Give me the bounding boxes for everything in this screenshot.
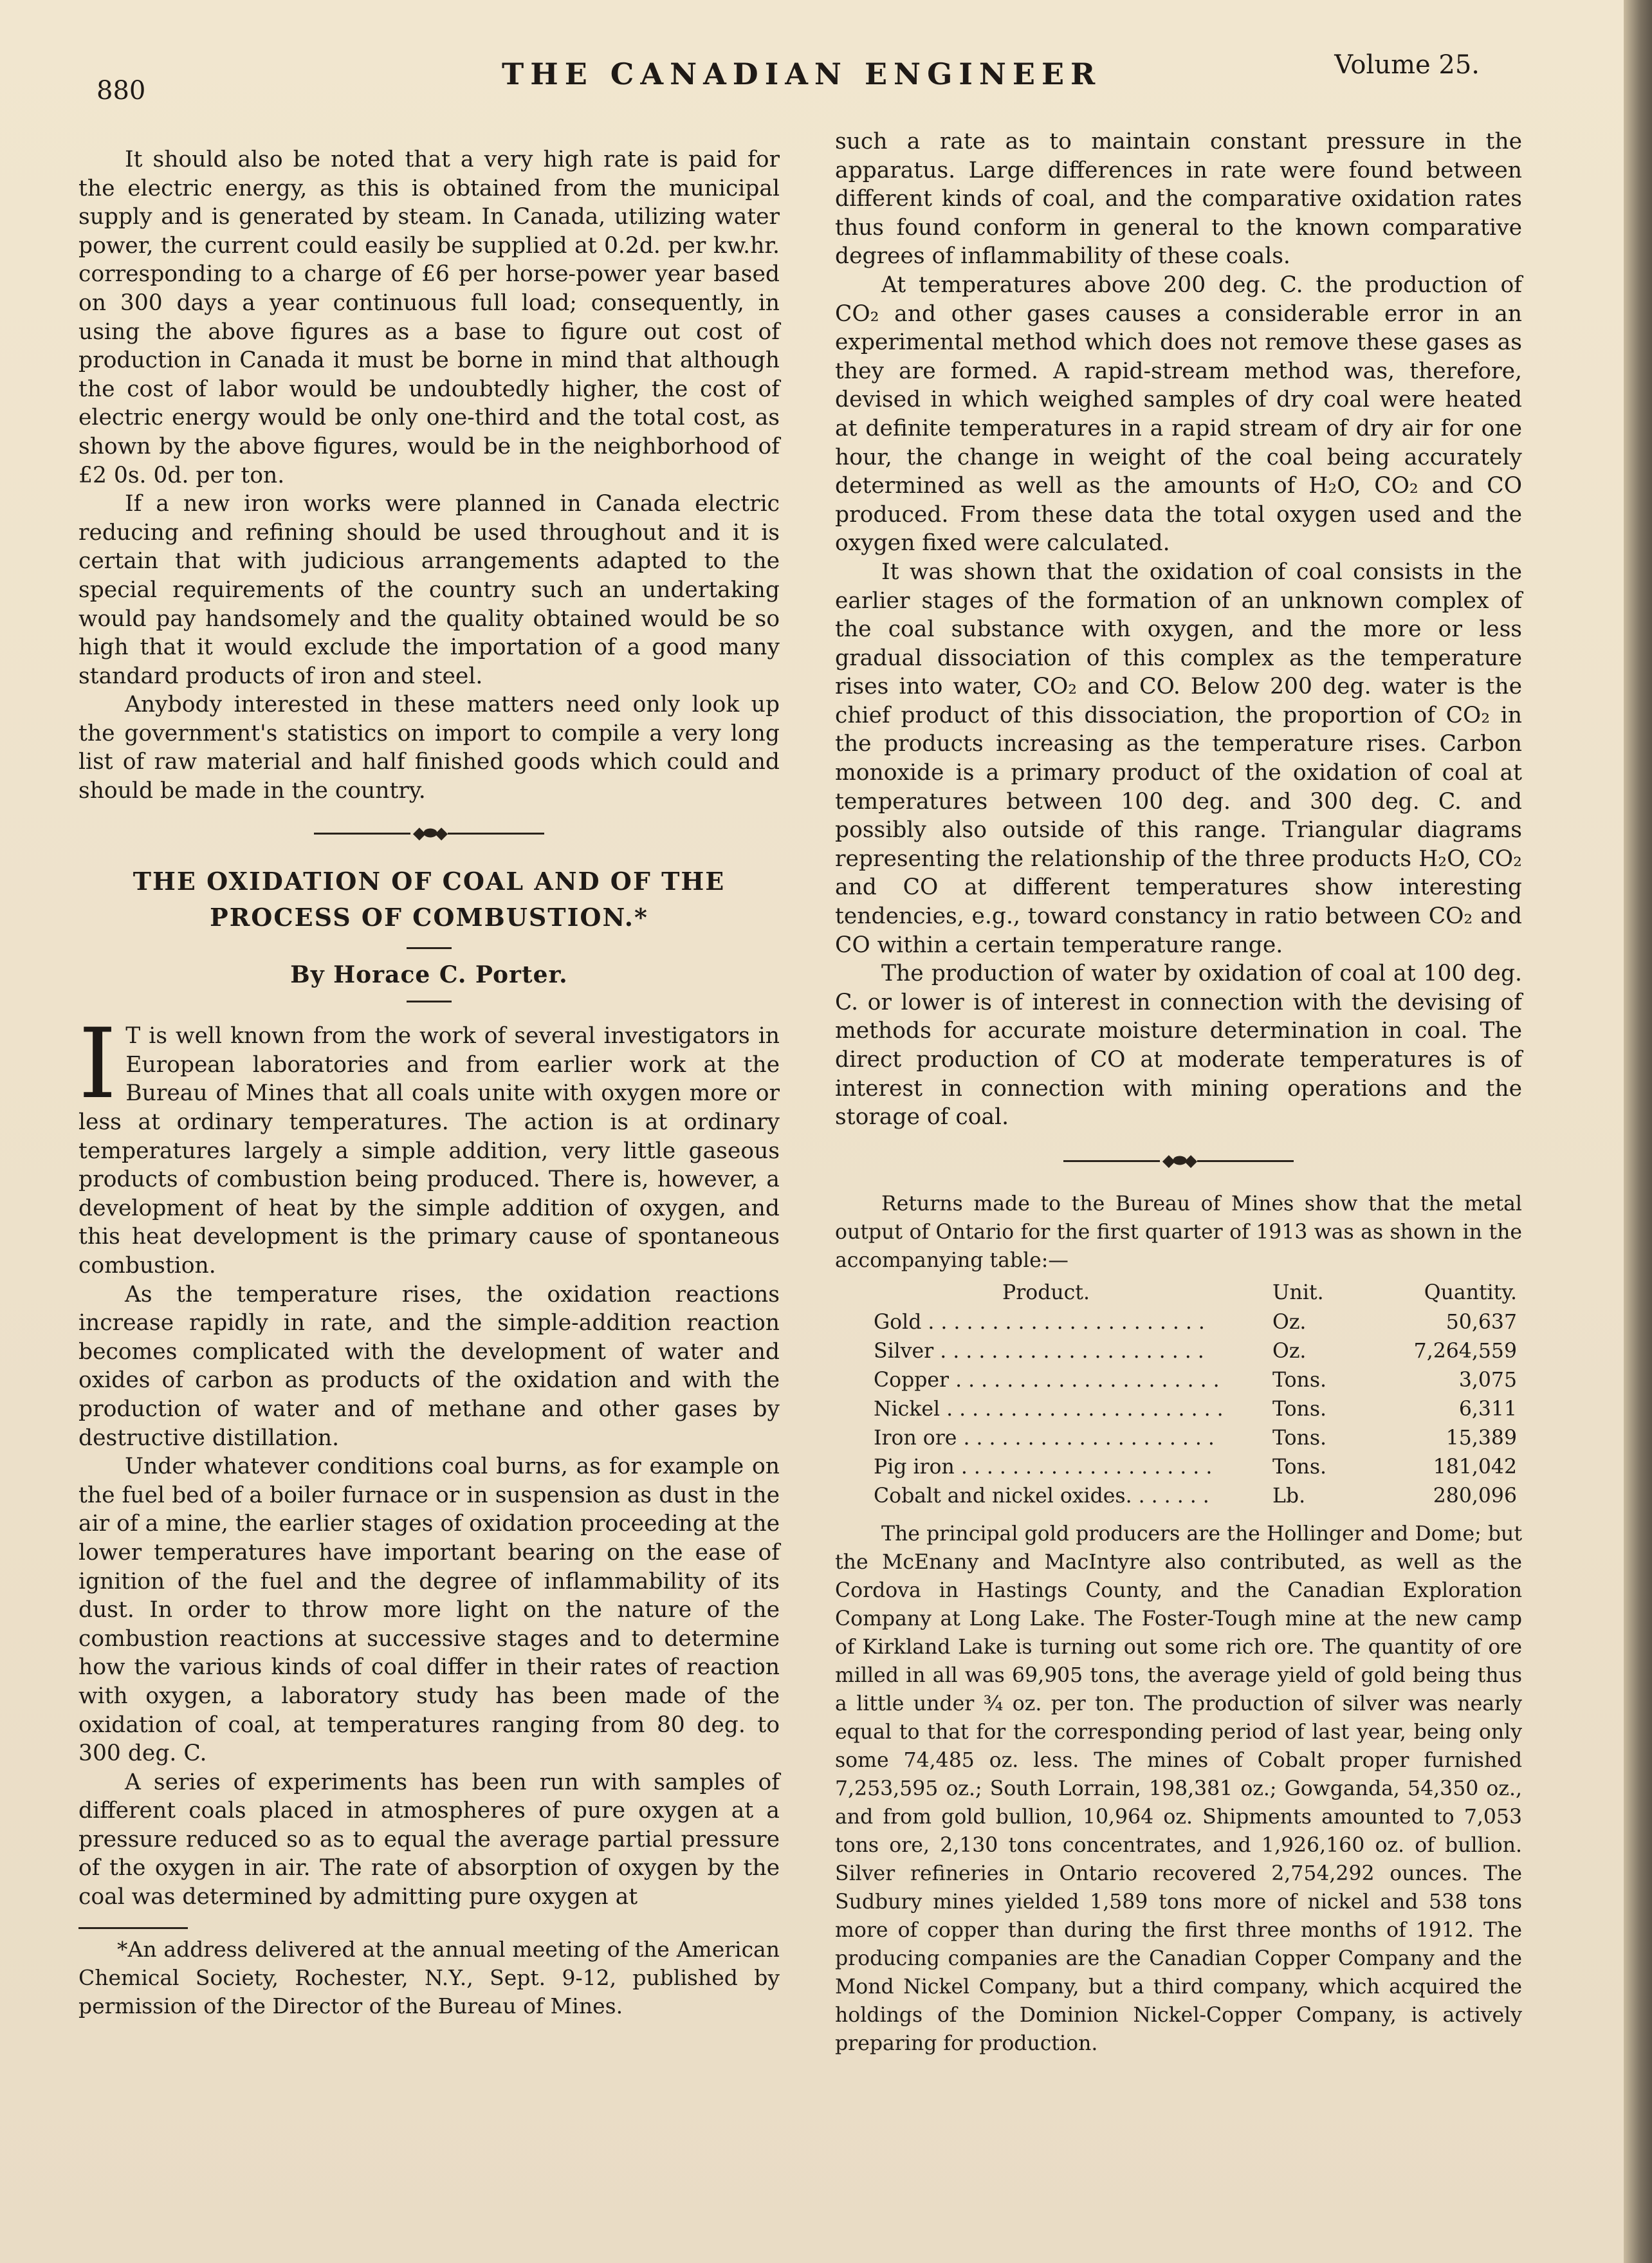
quantity-cell: 181,042 [1433, 1455, 1517, 1479]
product-cell: Copper . . . . . . . . . . . . . . . . . . . . . [874, 1369, 1220, 1392]
quantity-cell: 50,637 [1446, 1311, 1517, 1335]
ornament-rule [314, 833, 410, 835]
article-title: THE OXIDATION OF COAL AND OF THE PROCESS OF COMBUSTION.* [133, 866, 726, 932]
paragraph: Under whatever conditions coal burns, as for example on the fuel bed of a boiler furnace or in suspension as dust in the air of a mine, the earlier stages of oxidation proceeding at the lower temperatures have important bearing on the ease of ignition of the fuel and the degree of inflammability of its dust. In order to throw more light on the nature of the combustion reactions at successive stages and to determine how the various kinds of coal differ in their rates of reaction with oxygen, a laboratory study has been made of the oxidation of coal, at temperatures ranging from 80 deg. to 300 deg. C. [78, 1454, 780, 1767]
ornament-rule [1063, 1160, 1160, 1162]
byline-rule [407, 1001, 452, 1002]
paragraph: It should also be noted that a very high rate is paid for the electric energy, as this is obtained from the municipal supply and is generated by steam. In Canada, utilizing water power, the current could easily be supplied at 0.2d. per kw.hr. corresponding to a charge of £6 per horse-power year based on 300 days a year continuous full load; consequently, in using the above figures as a base to figure out cost of production in Canada it must be borne in mind that although the cost of labor would be undoubtedly higher, the cost of electric energy would be only one-third and the total cost, as shown by the above figures, would be in the neighborhood of £2 0s. 0d. per ton. [78, 147, 780, 488]
product-cell: Silver . . . . . . . . . . . . . . . . . . . . . [874, 1340, 1204, 1363]
page-edge-shadow [1624, 0, 1652, 2263]
paragraph: The production of water by oxidation of coal at 100 deg. C. or lower is of interest in connection with the devising of methods for accurate moisture determination in coal. The direct production of CO at moderate temperatures is of interest in connection with mining operations and the storage of coal. [835, 961, 1522, 1131]
paragraph: such a rate as to maintain constant pressure in the apparatus. Large differences in rate were found between different kinds of coal, and the comparative oxidation rates thus found conform in general to the known comparative degrees of inflammability of these coals. [835, 129, 1522, 270]
first-paragraph [78, 1008, 780, 1280]
table-row [874, 1395, 1517, 1424]
product-cell: Pig iron . . . . . . . . . . . . . . . . . . . . [874, 1455, 1213, 1479]
unit-cell: Tons. [1272, 1455, 1326, 1479]
column-header: Quantity. [1424, 1280, 1517, 1304]
paragraph: Anybody interested in these matters need only look up the government's statistics on import to compile a very long list of raw material and half finished goods which could and should be made in the country. [78, 692, 780, 804]
table-row [874, 1453, 1517, 1482]
paragraph: At temperatures above 200 deg. C. the production of CO₂ and other gases causes a considerable error in an experimental method which does not remove these gases as they are formed. A rapid-stream method was, therefore, devised in which weighed samples of dry coal were heated at definite temperatures in a rapid stream of dry air for one hour, the change in weight of the coal being accurately determined as well as the amounts of H₂O, CO₂ and CO produced. From these data the total oxygen used and the oxygen fixed were calculated. [835, 272, 1522, 557]
quantity-cell: 7,264,559 [1413, 1340, 1517, 1363]
left-column [78, 145, 780, 2020]
column-header: Product. [1002, 1280, 1090, 1304]
table-header-row [874, 1279, 1517, 1308]
footnote-text: *An address delivered at the annual meeting of the American Chemical Society, Rochester, N.Y., Sept. 9-12, published by permission of the Director of the Bureau of Mines. [78, 1936, 780, 2018]
table-row [874, 1308, 1517, 1337]
unit-cell: Lb. [1272, 1484, 1306, 1508]
paragraph: The principal gold producers are the Hollinger and Dome; but the McEnany and MacIntyre also contributed, as well as the Cordova in Hastings County, and the Canadian Exploration Company at Long Lake. The Foster-Tough mine at the new camp of Kirkland Lake is turning out some rich ore. The quantity of ore milled in all was 69,905 tons, the average yield of gold being thus a little under ¾ oz. per ton. The production of silver was nearly equal to that for the corresponding period of last year, being only some 74,485 oz. less. The mines of Cobalt proper furnished 7,253,595 oz.; South Lorrain, 198,381 oz.; Gowganda, 54,350 oz., and from gold bullion, 10,964 oz. Shipments amounted to 7,053 tons ore, 2,130 tons concentrates, and 1,926,160 oz. of bullion. Silver refineries in Ontario recovered 2,754,292 ounces. The Sudbury mines yielded 1,589 tons more of nickel and 538 tons more of copper than during the first three months of 1912. The producing companies are the Canadian Copper Company and the Mond Nickel Company, but a third company, which acquired the holdings of the Dominion Nickel-Copper Company, is actively preparing for production. [835, 1522, 1522, 2055]
unit-cell: Oz. [1272, 1340, 1307, 1363]
ornament-rule [448, 833, 544, 835]
quantity-cell: 3,075 [1458, 1369, 1517, 1392]
ornament-rule [1197, 1160, 1294, 1162]
page-number: 880 [96, 76, 146, 106]
unit-cell: Tons. [1272, 1398, 1326, 1421]
quantity-cell: 280,096 [1433, 1484, 1517, 1508]
product-cell: Gold . . . . . . . . . . . . . . . . . . . . . . [874, 1311, 1205, 1335]
paragraph: Returns made to the Bureau of Mines show that the metal output of Ontario for the first quarter of 1913 was as shown in the accompanying table:— [835, 1192, 1522, 1272]
journal-title: THE CANADIAN ENGINEER [502, 57, 1102, 91]
unit-cell: Tons. [1272, 1427, 1326, 1450]
first-paragraph-text: T is well known from the work of several investigators in European laboratories and from earlier work at the Bureau of Mines that all coals unite with oxygen more or less at ordinary temperatures. The action is at ordinary temperatures largely a simple addition, very little gaseous products of combustion being produced. There is, however, a development of heat by the simple addition of oxygen, and this heat development is the primary cause of spontaneous combustion. [78, 1023, 780, 1279]
table-row [874, 1366, 1517, 1395]
volume-label: Volume 25. [1334, 50, 1480, 80]
paragraph: It was shown that the oxidation of coal consists in the earlier stages of the formation of an unknown complex of the coal substance with oxygen, and the more or less gradual dissociation of this complex as the temperature rises into water, CO₂ and CO. Below 200 deg. water is the chief product of this dissociation, the proportion of CO₂ in the products increasing as the temperature rises. Carbon monoxide is a primary product of the oxidation of coal at temperatures between 100 deg. and 300 deg. C. and possibly also outside of this range. Triangular diagrams representing the relationship of the three products H₂O, CO₂ and CO at different temperatures show interesting tendencies, e.g., toward constancy in ratio between CO₂ and CO within a certain temperature range. [835, 559, 1522, 958]
product-cell: Nickel . . . . . . . . . . . . . . . . . . . . . . [874, 1398, 1224, 1421]
section-ornament [835, 1146, 1522, 1177]
right-column [835, 127, 1522, 2058]
footnote [78, 1935, 780, 2020]
ornament-diamonds: ◆⬬◆ [412, 824, 446, 844]
paragraph: If a new iron works were planned in Canada electric reducing and refining should be used throughout and it is certain that with judicious arrangements adapted to the special requirements of the country such an undertaking would pay handsomely and the quality obtained would be so high that it would exclude the importation of a good many standard products of iron and steel. [78, 491, 780, 689]
ornament-diamonds: ◆⬬◆ [1162, 1151, 1195, 1171]
metal-returns-section [835, 1190, 1522, 2058]
title-rule [407, 947, 452, 949]
column-header: Unit. [1272, 1280, 1324, 1304]
metal-output-table [874, 1279, 1517, 1511]
footnote-rule [78, 1927, 188, 1929]
table-row [874, 1337, 1517, 1366]
quantity-cell: 6,311 [1458, 1398, 1517, 1421]
unit-cell: Oz. [1272, 1311, 1307, 1335]
quantity-cell: 15,389 [1446, 1427, 1517, 1450]
paragraph: A series of experiments has been run with samples of different coals placed in atmospheres of pure oxygen at a pressure reduced so as to equal the average partial pressure of the oxygen in air. The rate of absorption of oxygen by the coal was determined by admitting pure oxygen at [78, 1769, 780, 1910]
section-ornament [78, 818, 780, 849]
article-byline: By Horace C. Porter. [290, 961, 568, 988]
drop-cap: I [78, 1008, 117, 1121]
product-cell: Iron ore . . . . . . . . . . . . . . . . . . . . [874, 1427, 1215, 1450]
unit-cell: Tons. [1272, 1369, 1326, 1392]
running-header [96, 50, 1480, 106]
paragraph: As the temperature rises, the oxidation reactions increase rapidly in rate, and the simple-addition reaction becomes complicated with the development of water and oxides of carbon as products of the oxidation and with the production of water and of methane and other gases by destructive distillation. [78, 1281, 780, 1451]
table-row [874, 1424, 1517, 1453]
product-cell: Cobalt and nickel oxides. . . . . . . [874, 1484, 1209, 1508]
table-row [874, 1482, 1517, 1511]
